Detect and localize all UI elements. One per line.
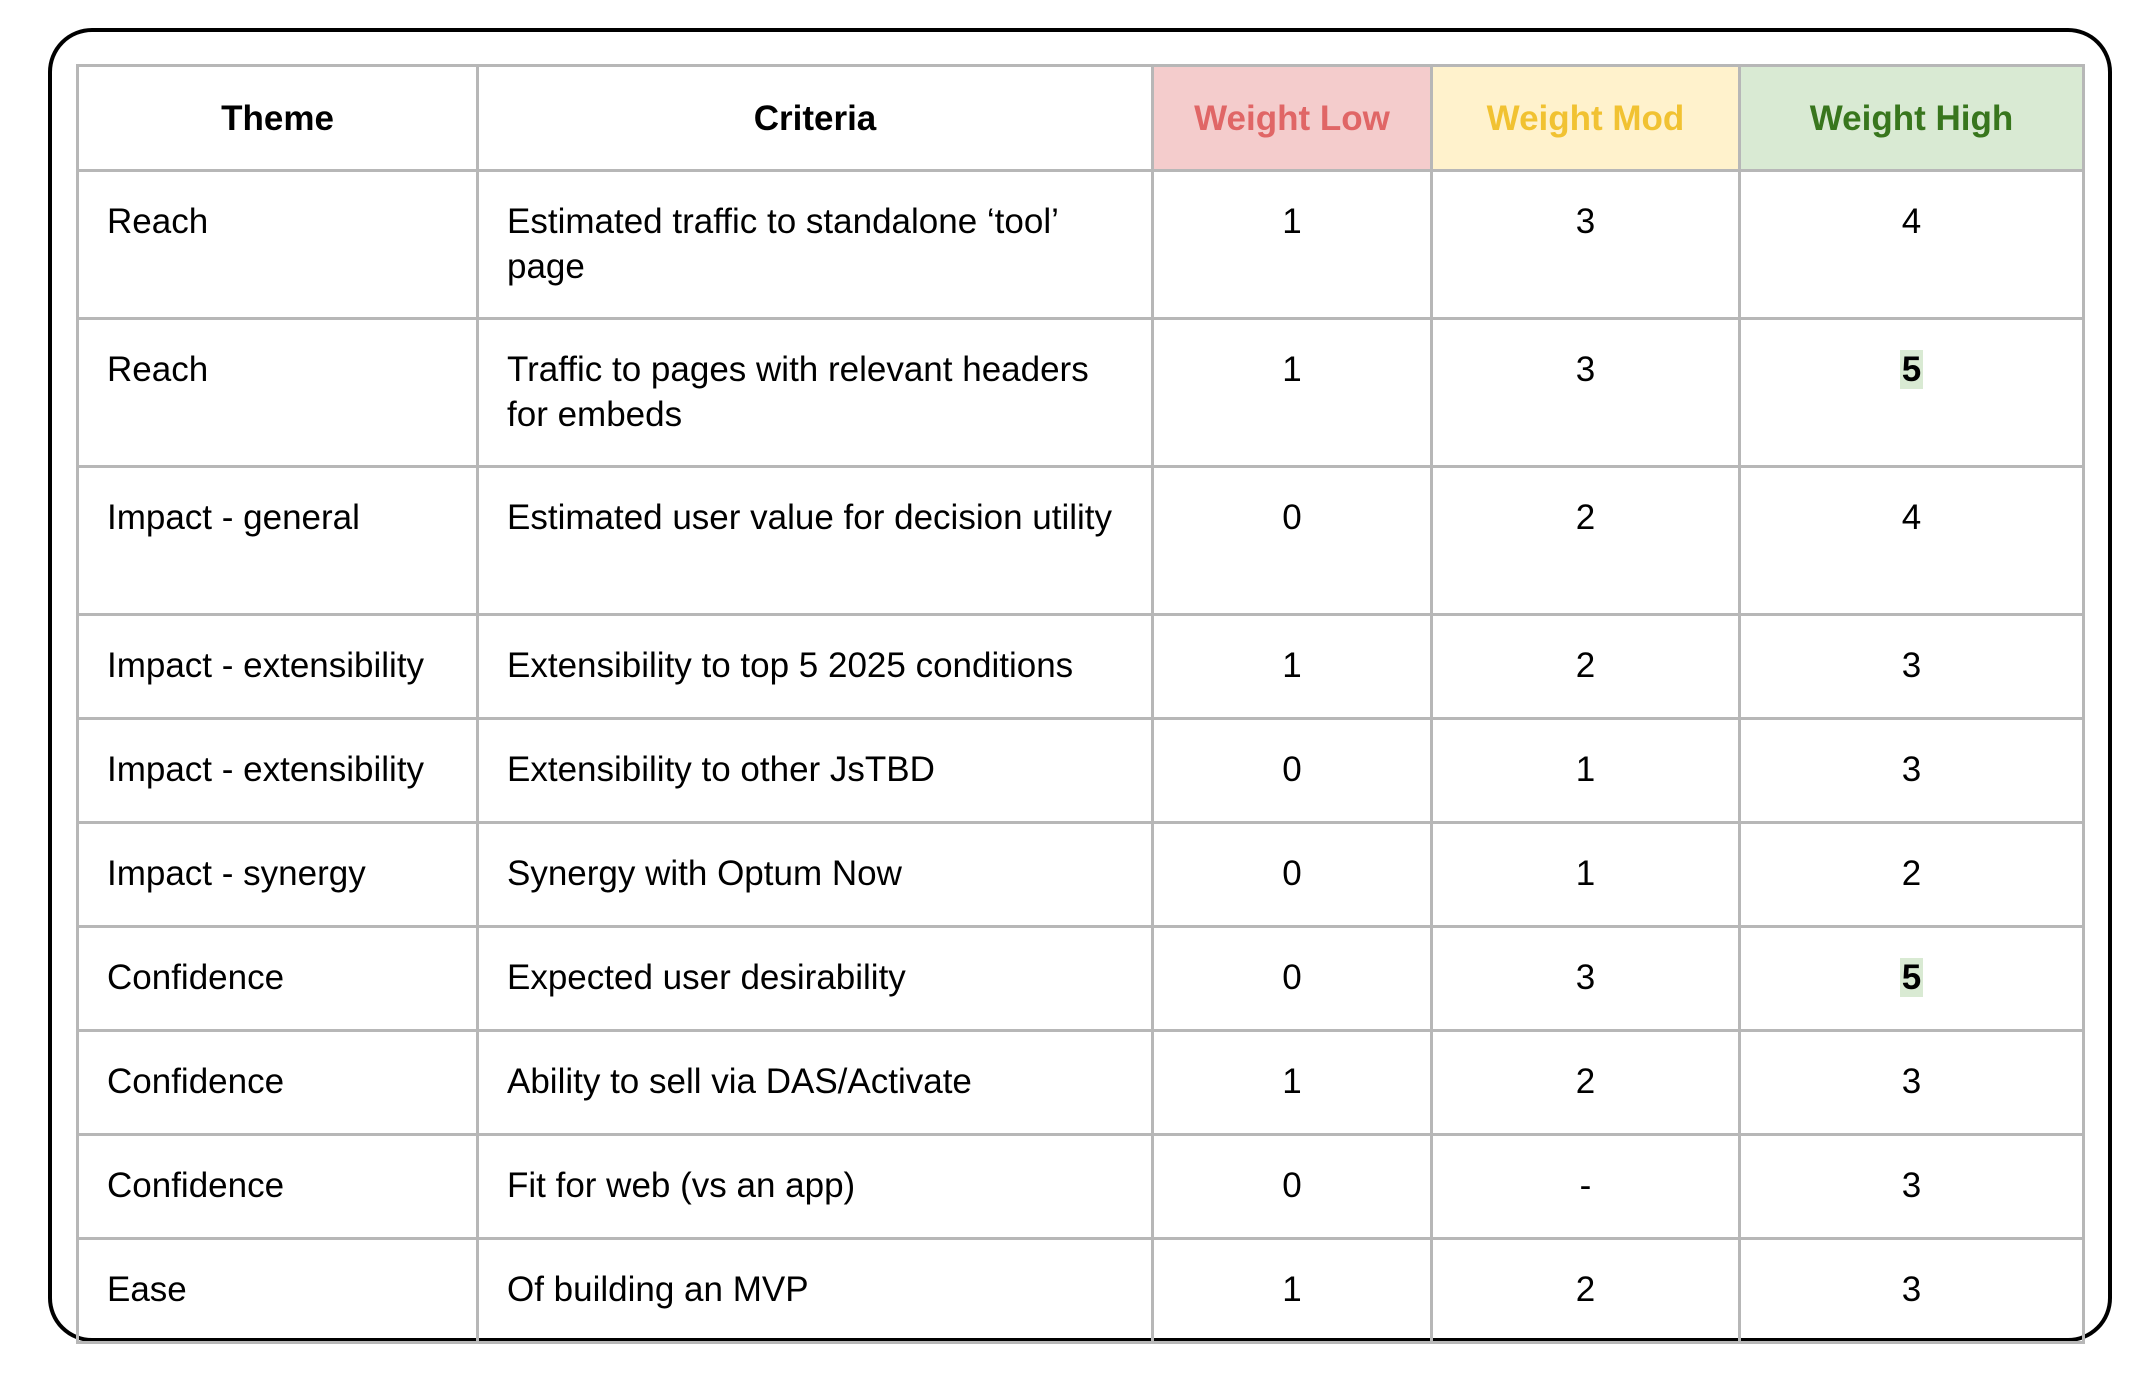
cell-criteria: Fit for web (vs an app): [478, 1135, 1153, 1239]
cell-weight-mod: 3: [1432, 171, 1740, 319]
cell-weight-low: 1: [1153, 1239, 1432, 1343]
header-weight-high: Weight High: [1740, 66, 2084, 171]
cell-criteria: Estimated traffic to standalone ‘tool’ page: [478, 171, 1153, 319]
cell-weight-high: 4: [1740, 171, 2084, 319]
cell-weight-mod: 2: [1432, 467, 1740, 615]
table-row: [78, 1135, 2084, 1239]
highlighted-value: 5: [1901, 350, 1922, 389]
cell-weight-mod: 3: [1432, 927, 1740, 1031]
cell-weight-mod: 1: [1432, 719, 1740, 823]
table-row: [78, 1239, 2084, 1343]
cell-weight-low: 0: [1153, 719, 1432, 823]
cell-weight-low: 1: [1153, 171, 1432, 319]
cell-weight-high: 3: [1740, 1135, 2084, 1239]
cell-theme: Confidence: [78, 927, 478, 1031]
cell-criteria: Synergy with Optum Now: [478, 823, 1153, 927]
cell-weight-high: 3: [1740, 615, 2084, 719]
cell-theme: Impact - extensibility: [78, 615, 478, 719]
cell-weight-mod: 3: [1432, 319, 1740, 467]
table-row: [78, 467, 2084, 615]
table-row: [78, 927, 2084, 1031]
cell-weight-mod: -: [1432, 1135, 1740, 1239]
cell-criteria: Of building an MVP: [478, 1239, 1153, 1343]
cell-theme: Confidence: [78, 1031, 478, 1135]
header-weight-low: Weight Low: [1153, 66, 1432, 171]
cell-weight-high: 2: [1740, 823, 2084, 927]
cell-weight-high: [1740, 927, 2084, 1031]
cell-weight-low: 1: [1153, 1031, 1432, 1135]
cell-weight-high: 3: [1740, 1239, 2084, 1343]
header-theme: Theme: [78, 66, 478, 171]
cell-theme: Impact - synergy: [78, 823, 478, 927]
cell-weight-low: 0: [1153, 927, 1432, 1031]
table-row: [78, 171, 2084, 319]
table-row: [78, 615, 2084, 719]
cell-weight-mod: 2: [1432, 1031, 1740, 1135]
cell-weight-low: 0: [1153, 823, 1432, 927]
cell-theme: Ease: [78, 1239, 478, 1343]
cell-weight-high: 4: [1740, 467, 2084, 615]
cell-weight-low: 0: [1153, 1135, 1432, 1239]
cell-weight-mod: 2: [1432, 615, 1740, 719]
cell-criteria: Estimated user value for decision utility: [478, 467, 1153, 615]
cell-criteria: Extensibility to top 5 2025 conditions: [478, 615, 1153, 719]
cell-weight-high: 3: [1740, 719, 2084, 823]
table-row: [78, 319, 2084, 467]
table-row: [78, 823, 2084, 927]
header-row: [78, 66, 2084, 171]
cell-criteria: Ability to sell via DAS/Activate: [478, 1031, 1153, 1135]
cell-theme: Reach: [78, 319, 478, 467]
table-row: [78, 719, 2084, 823]
cell-theme: Reach: [78, 171, 478, 319]
header-criteria: Criteria: [478, 66, 1153, 171]
cell-weight-low: 1: [1153, 615, 1432, 719]
cell-weight-low: 0: [1153, 467, 1432, 615]
cell-criteria: Expected user desirability: [478, 927, 1153, 1031]
header-weight-mod: Weight Mod: [1432, 66, 1740, 171]
cell-weight-low: 1: [1153, 319, 1432, 467]
cell-weight-mod: 1: [1432, 823, 1740, 927]
cell-theme: Impact - extensibility: [78, 719, 478, 823]
cell-theme: Confidence: [78, 1135, 478, 1239]
highlighted-value: 5: [1901, 958, 1922, 997]
cell-criteria: Extensibility to other JsTBD: [478, 719, 1153, 823]
cell-weight-mod: 2: [1432, 1239, 1740, 1343]
cell-weight-high: 3: [1740, 1031, 2084, 1135]
cell-criteria: Traffic to pages with relevant headers for embeds: [478, 319, 1153, 467]
cell-theme: Impact - general: [78, 467, 478, 615]
weighting-table: [76, 64, 2085, 1344]
cell-weight-high: [1740, 319, 2084, 467]
table-row: [78, 1031, 2084, 1135]
